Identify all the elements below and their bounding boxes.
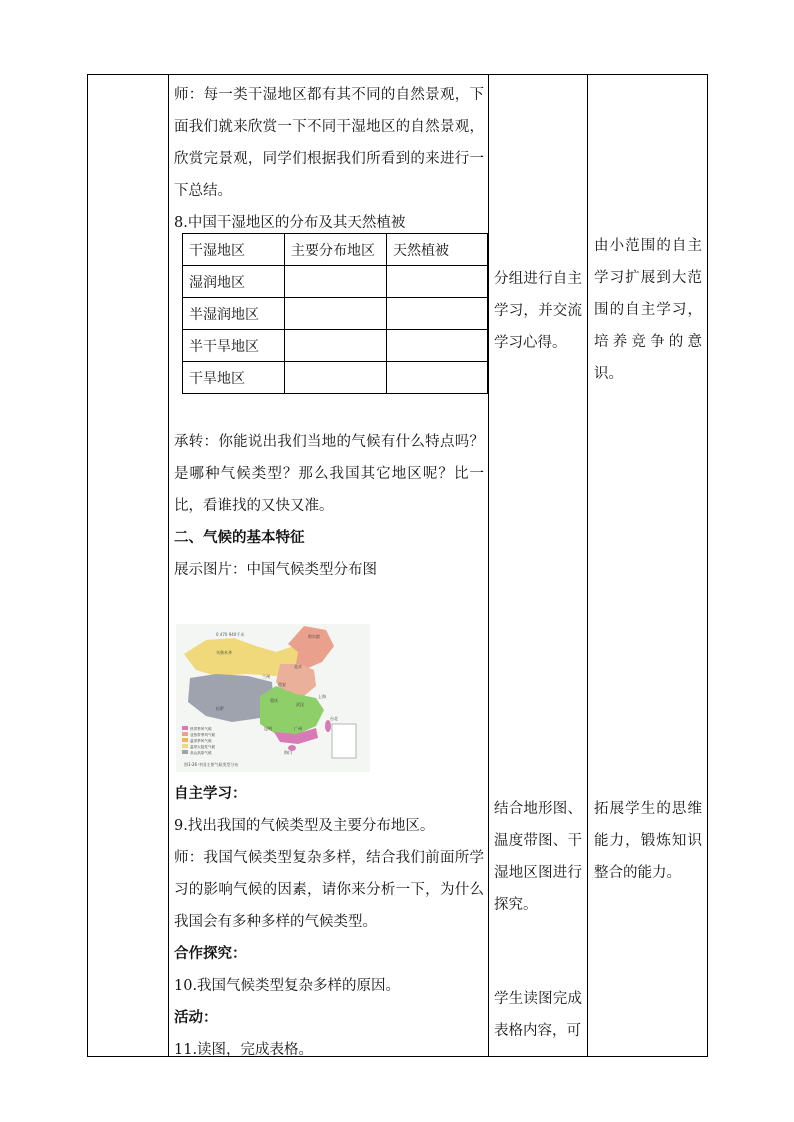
dry-wet-regions-table: [182, 233, 488, 394]
table-row: [183, 298, 488, 330]
map-city-label: 北京: [294, 664, 302, 669]
table-cell-region: 湿润地区: [183, 266, 285, 298]
map-scale: 0 470 940千米: [216, 632, 245, 637]
column-divider-3: [587, 74, 588, 1057]
map-city-label: 海口: [284, 750, 292, 755]
table-left-border: [87, 74, 88, 1057]
item-11: 11.读图，完成表格。: [174, 1042, 314, 1058]
map-caption: 图1-26 中国主要气候类型分布: [184, 762, 239, 767]
item-9: 9.找出我国的气候类型及主要分布地区。: [174, 818, 435, 834]
map-legend-item: 温带季风气候: [190, 739, 212, 743]
map-city-label: 昆明: [264, 726, 272, 731]
table-header-cell: 主要分布地区: [285, 234, 387, 266]
map-city-label: 台北: [330, 716, 338, 721]
student-activity-1: 分组进行自主学习，并交流学习心得。: [494, 271, 582, 351]
activity-heading: 活动：: [174, 1010, 218, 1026]
map-city-label: 拉萨: [216, 706, 224, 711]
teacher-question: 师：我国气候类型复杂多样，结合我们前面所学习的影响气候的因素，请你来分析一下，为什么我国会有多种多样的气候类型。: [174, 850, 484, 930]
design-intent-1: 由小范围的自主学习扩展到大范围的自主学习，培养竞争的意识。: [594, 238, 702, 382]
column-divider-1: [168, 74, 169, 1057]
table-row: [183, 266, 488, 298]
map-legend-item: 温带大陆性气候: [190, 745, 216, 749]
map-city-label: 乌鲁木齐: [216, 650, 232, 655]
self-study-heading: 自主学习：: [174, 786, 247, 802]
table-cell-empty[interactable]: [285, 298, 387, 330]
map-city-label: 重庆: [270, 698, 278, 703]
table-cell-empty[interactable]: [285, 330, 387, 362]
table-header-row: [183, 234, 488, 266]
map-city-label: 广州: [294, 726, 302, 731]
table-cell-region: 干旱地区: [183, 362, 285, 394]
table-cell-empty[interactable]: [387, 362, 488, 394]
table-header-cell: 干湿地区: [183, 234, 285, 266]
table-top-border: [87, 74, 708, 75]
table-cell-empty[interactable]: [387, 298, 488, 330]
china-climate-map: [176, 624, 370, 772]
section-2-heading: 二、气候的基本特征: [174, 530, 305, 546]
item-10: 10.我国气候类型复杂多样的原因。: [174, 978, 401, 994]
table-row: [183, 330, 488, 362]
table-cell-empty[interactable]: [285, 362, 387, 394]
teacher-intro: 师：每一类干湿地区都有其不同的自然景观，下面我们就来欣赏一下不同干湿地区的自然景观，欣赏完景观，同学们根据我们所看到的来进行一下总结。: [174, 87, 484, 199]
student-activity-2: 结合地形图、温度带图、干湿地区图进行探究。: [494, 801, 582, 913]
column-divider-2: [488, 74, 489, 1057]
map-legend-item: 高山高原气候: [190, 751, 212, 755]
student-activity-3: 学生读图完成表格内容，可: [494, 991, 582, 1039]
table-header-cell: 天然植被: [387, 234, 488, 266]
main-column-top: [174, 79, 484, 239]
coop-heading: 合作探究：: [174, 946, 247, 962]
design-intent-2: 拓展学生的思维能力，锻炼知识整合的能力。: [594, 801, 702, 881]
map-legend-item: 热带季风气候: [190, 727, 212, 731]
table-cell-empty[interactable]: [285, 266, 387, 298]
table-cell-region: 半干旱地区: [183, 330, 285, 362]
table-cell-empty[interactable]: [387, 266, 488, 298]
table-right-border: [707, 74, 708, 1057]
table-cell-region: 半湿润地区: [183, 298, 285, 330]
map-city-label: 哈尔滨: [308, 634, 320, 639]
map-city-label: 兰州: [262, 674, 270, 679]
map-legend-item: 亚热带季风气候: [190, 733, 216, 737]
item-8-heading: 8.中国干湿地区的分布及其天然植被: [174, 215, 406, 231]
show-image-text: 展示图片：中国气候类型分布图: [174, 562, 377, 578]
map-city-label: 武汉: [296, 702, 304, 707]
transition-text: 承转：你能说出我们当地的气候有什么特点吗？是哪种气候类型？那么我国其它地区呢？比一比，看谁找的又快又准。: [174, 434, 484, 514]
map-city-label: 西安: [278, 682, 286, 687]
map-city-label: 上海: [318, 694, 326, 699]
table-row: [183, 362, 488, 394]
main-column-bottom: [174, 778, 484, 1066]
main-column-middle: [174, 426, 484, 586]
table-cell-empty[interactable]: [387, 330, 488, 362]
